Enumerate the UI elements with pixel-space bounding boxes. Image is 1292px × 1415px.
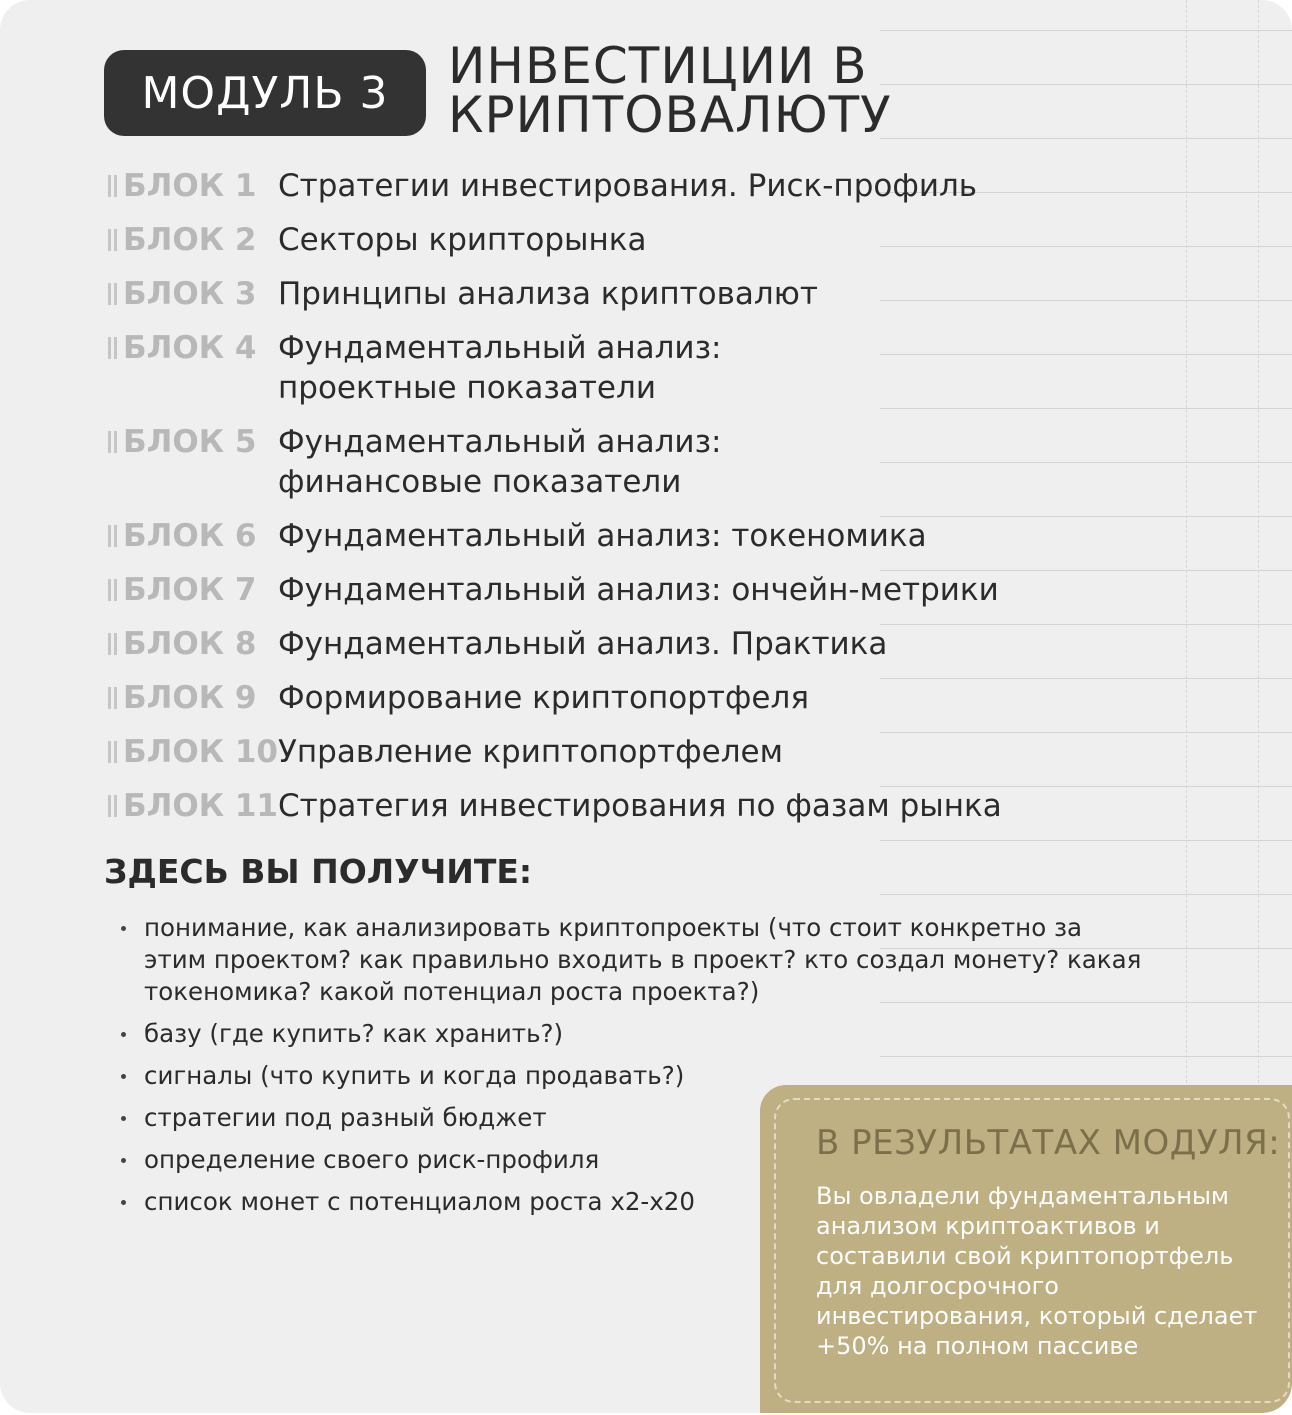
bullet-icon <box>121 1116 126 1121</box>
ruled-line <box>880 30 1292 31</box>
block-title <box>278 422 1078 502</box>
marker-bar-icon <box>108 741 111 763</box>
block-title <box>278 786 1078 826</box>
marker-bar-icon <box>108 175 111 197</box>
block-label <box>108 678 256 718</box>
block-label <box>108 732 278 772</box>
block-label <box>108 624 256 664</box>
block-title <box>278 166 1078 206</box>
marker-bar-icon <box>114 579 117 601</box>
block-label <box>108 274 256 314</box>
block-title-line: Секторы крипторынка <box>278 222 647 258</box>
ruled-line <box>880 840 1292 841</box>
benefits-heading: ЗДЕСЬ ВЫ ПОЛУЧИТЕ: <box>104 852 533 891</box>
list-item-text: сигналы (что купить и когда продавать?) <box>144 1061 685 1090</box>
result-box <box>760 1085 1292 1413</box>
block-title <box>278 678 1078 718</box>
marker-bar-icon <box>108 795 111 817</box>
block-label <box>108 570 256 610</box>
block-label <box>108 516 256 556</box>
marker-bar-icon <box>114 687 117 709</box>
marker-bar-icon <box>114 337 117 359</box>
list-item <box>118 912 1148 1008</box>
marker-bar-icon <box>114 229 117 251</box>
block-label <box>108 422 256 462</box>
block-label-text: БЛОК 5 <box>123 424 257 460</box>
block-title-line: Фундаментальный анализ: <box>278 424 722 460</box>
ruled-line <box>880 894 1292 895</box>
block-title-line: Стратегия инвестирования по фазам рынка <box>278 788 1002 824</box>
block-label-text: БЛОК 10 <box>123 734 278 770</box>
marker-bar-icon <box>114 633 117 655</box>
bullet-icon <box>121 1032 126 1037</box>
block-label-text: БЛОК 11 <box>123 788 278 824</box>
block-title <box>278 328 1078 408</box>
module-title <box>448 37 1248 144</box>
bullet-icon <box>121 1074 126 1079</box>
block-title <box>278 570 1078 610</box>
block-title-line: Фундаментальный анализ. Практика <box>278 626 888 662</box>
block-label-text: БЛОК 9 <box>123 680 257 716</box>
marker-bar-icon <box>108 229 111 251</box>
block-label-text: БЛОК 1 <box>123 168 257 204</box>
list-item-text: базу (где купить? как хранить?) <box>144 1019 564 1048</box>
result-title: В РЕЗУЛЬТАТАХ МОДУЛЯ: <box>816 1123 1281 1163</box>
block-title-line: Управление криптопортфелем <box>278 734 783 770</box>
bullet-icon <box>121 1200 126 1205</box>
marker-bar-icon <box>114 741 117 763</box>
marker-bar-icon <box>114 431 117 453</box>
module-title-line-2: КРИПТОВАЛЮТУ <box>448 86 892 144</box>
list-item-text: стратегии под разный бюджет <box>144 1103 547 1132</box>
list-item-text: определение своего риск-профиля <box>144 1145 600 1174</box>
block-label-text: БЛОК 6 <box>123 518 257 554</box>
marker-bar-icon <box>108 431 111 453</box>
marker-bar-icon <box>114 795 117 817</box>
module-badge <box>104 50 426 136</box>
marker-bar-icon <box>108 283 111 305</box>
block-label <box>108 786 278 826</box>
module-title-line-1: ИНВЕСТИЦИИ В <box>448 37 868 95</box>
block-title-line: Фундаментальный анализ: токеномика <box>278 518 927 554</box>
module-badge-label: МОДУЛЬ 3 <box>141 67 389 119</box>
bullet-icon <box>121 1158 126 1163</box>
block-label-text: БЛОК 3 <box>123 276 257 312</box>
ruled-line <box>880 408 1292 409</box>
block-label <box>108 166 256 206</box>
result-text: Вы овладели фундаментальным анализом криптоактивов и составили свой криптопортфель для долгосрочного инвестирования, который сделает +50% на полном пассиве <box>816 1182 1258 1360</box>
block-label <box>108 328 256 368</box>
block-title <box>278 732 1078 772</box>
block-label-text: БЛОК 4 <box>123 330 257 366</box>
block-title-line: Стратегии инвестирования. Риск-профиль <box>278 168 978 204</box>
marker-bar-icon <box>114 283 117 305</box>
block-title <box>278 624 1078 664</box>
block-title-line: Фундаментальный анализ: <box>278 330 722 366</box>
block-title-line: проектные показатели <box>278 370 656 406</box>
marker-bar-icon <box>108 525 111 547</box>
list-item <box>118 1018 904 1050</box>
bullet-icon <box>121 926 126 931</box>
block-title-line: финансовые показатели <box>278 464 682 500</box>
block-title-line: Формирование криптопортфеля <box>278 680 809 716</box>
block-label <box>108 220 256 260</box>
marker-bar-icon <box>108 579 111 601</box>
block-title <box>278 516 1078 556</box>
marker-bar-icon <box>108 337 111 359</box>
block-label-text: БЛОК 7 <box>123 572 257 608</box>
list-item-text: понимание, как анализировать криптопроекты (что стоит конкретно за этим проектом? как правильно входить в проект? кто создал монету? какая токеномика? какой потенциал роста проекта?) <box>144 913 1142 1006</box>
block-title <box>278 220 1078 260</box>
marker-bar-icon <box>108 633 111 655</box>
marker-bar-icon <box>108 687 111 709</box>
block-title <box>278 274 1078 314</box>
list-item-text: список монет с потенциалом роста x2-x20 <box>144 1187 695 1216</box>
block-title-line: Принципы анализа криптовалют <box>278 276 818 312</box>
marker-bar-icon <box>114 175 117 197</box>
block-title-line: Фундаментальный анализ: ончейн-метрики <box>278 572 999 608</box>
block-label-text: БЛОК 2 <box>123 222 257 258</box>
block-label-text: БЛОК 8 <box>123 626 257 662</box>
marker-bar-icon <box>114 525 117 547</box>
